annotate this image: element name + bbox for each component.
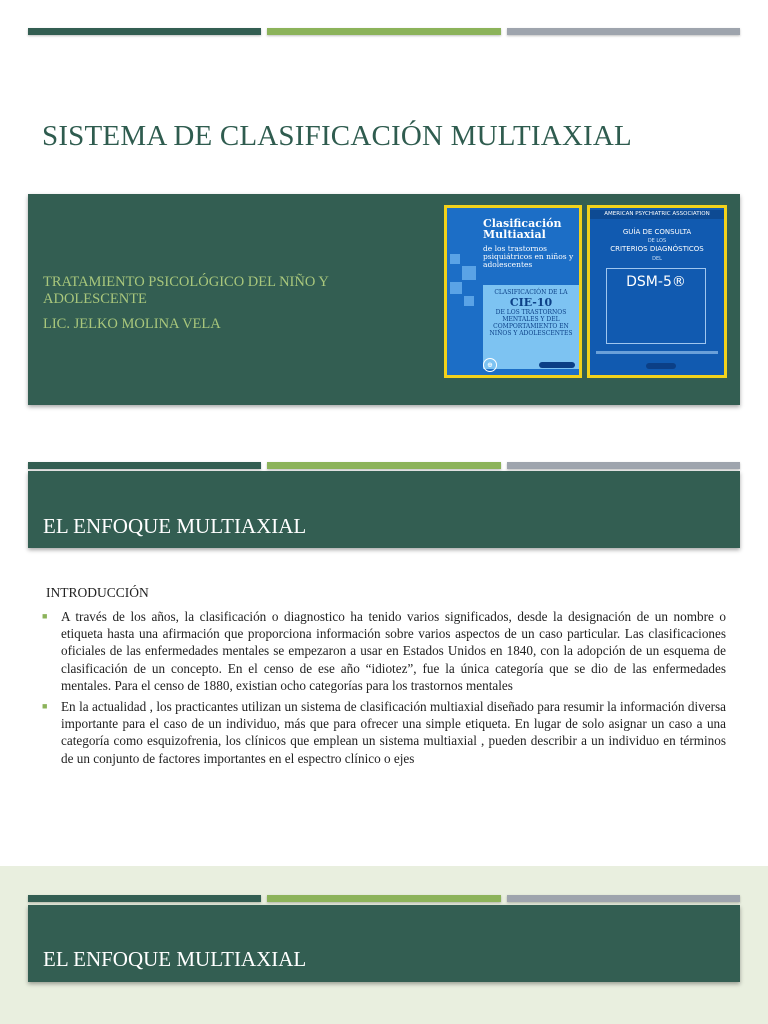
publisher-logo-icon xyxy=(539,362,575,368)
paragraph-text: A través de los años, la clasificación o diagnostico ha tenido varios significados, desde la designación de un nombre o etiqueta hasta una afirmación que proporciona información sobre varios aspectos de un caso particular. Las clasificaciones oficiales de las enfermedades mentales se empezaron a usar en Estados Unidos en 1840, con la adopción de un esquema de clasificación de un concepto. En el censo de ese año “idiotez”, fue la única categoría que se dio de las enfermedades mentales. Para el censo de 1880, existian ocho categorías para los trastornos mentales xyxy=(61,609,726,693)
accent-bar-green xyxy=(267,462,500,469)
book-cover-cie10 xyxy=(444,205,582,378)
paragraph-text: En la actualidad , los practicantes utilizan un sistema de clasificación multiaxial diseñado para resumir la información diversa importante para el caso de un individuo, más que para ofrecer una simple etiqueta. En lugar de solo asignar un caso a una categoría como esquizofrenia, los clínicos que emplean un sistema multiaxial , pueden describir a un individuo en términos de un conjunto de factores importantes en el espectro clínico o ejes xyxy=(61,699,726,766)
bullet-list xyxy=(42,608,726,771)
book-dsm-criteria: CRITERIOS DIAGNÓSTICOS xyxy=(610,245,704,253)
book-cie-subtitle: de los trastornos psiquiátricos en niños y adolescentes xyxy=(483,244,574,269)
accent-bar-gray xyxy=(507,895,740,902)
who-logo-icon: ⊕ xyxy=(483,358,497,372)
accent-bar-dark xyxy=(28,895,261,902)
book-dsm-name: DSM-5® xyxy=(626,274,686,290)
book-dsm-de: DE LOS xyxy=(647,238,667,244)
book-cie-box-line2: DE LOS TRASTORNOS MENTALES Y DEL COMPORTAMIENTO EN NIÑOS Y ADOLESCENTES xyxy=(489,309,573,337)
slide-title: SISTEMA DE CLASIFICACIÓN MULTIAXIAL xyxy=(42,120,632,152)
section-title: EL ENFOQUE MULTIAXIAL xyxy=(43,514,307,538)
accent-bar-gray xyxy=(507,28,740,35)
list-item xyxy=(42,698,726,767)
book-dsm-guide: GUÍA DE CONSULTA xyxy=(622,228,692,236)
accent-bars xyxy=(28,462,740,469)
lecturer-name: LIC. JELKO MOLINA VELA xyxy=(43,316,221,332)
square-bullet-icon: ■ xyxy=(42,701,48,712)
section-title: EL ENFOQUE MULTIAXIAL xyxy=(43,947,307,971)
title-band xyxy=(28,194,740,405)
book-dsm-footer-line xyxy=(596,351,718,354)
accent-bar-dark xyxy=(28,462,261,469)
accent-bar-gray xyxy=(507,462,740,469)
section-band xyxy=(28,471,740,548)
book-dsm-publisher: AMERICAN PSYCHIATRIC ASSOCIATION xyxy=(590,210,724,219)
book-cie-code: CIE-10 xyxy=(509,296,553,309)
accent-bar-dark xyxy=(28,28,261,35)
square-bullet-icon: ■ xyxy=(42,611,48,621)
book-cie-box-line1: CLASIFICACIÓN DE LA xyxy=(494,289,568,296)
publisher-logo-icon xyxy=(646,363,676,369)
course-subtitle: TRATAMIENTO PSICOLÓGICO DEL NIÑO Y ADOLESCENTE xyxy=(43,274,329,307)
book-dsm-frame xyxy=(606,268,706,344)
intro-heading: INTRODUCCIÓN xyxy=(46,585,149,600)
accent-bars xyxy=(28,895,740,902)
book-cie-label-box xyxy=(483,285,579,369)
list-item xyxy=(42,608,726,694)
book-cover-dsm5 xyxy=(587,205,727,378)
accent-bar-green xyxy=(267,28,500,35)
section-band xyxy=(28,905,740,982)
accent-bar-green xyxy=(267,895,500,902)
accent-bars xyxy=(28,28,740,35)
book-dsm-del: DEL xyxy=(652,256,662,262)
book-cie-title: Clasificación Multiaxial xyxy=(483,217,562,241)
